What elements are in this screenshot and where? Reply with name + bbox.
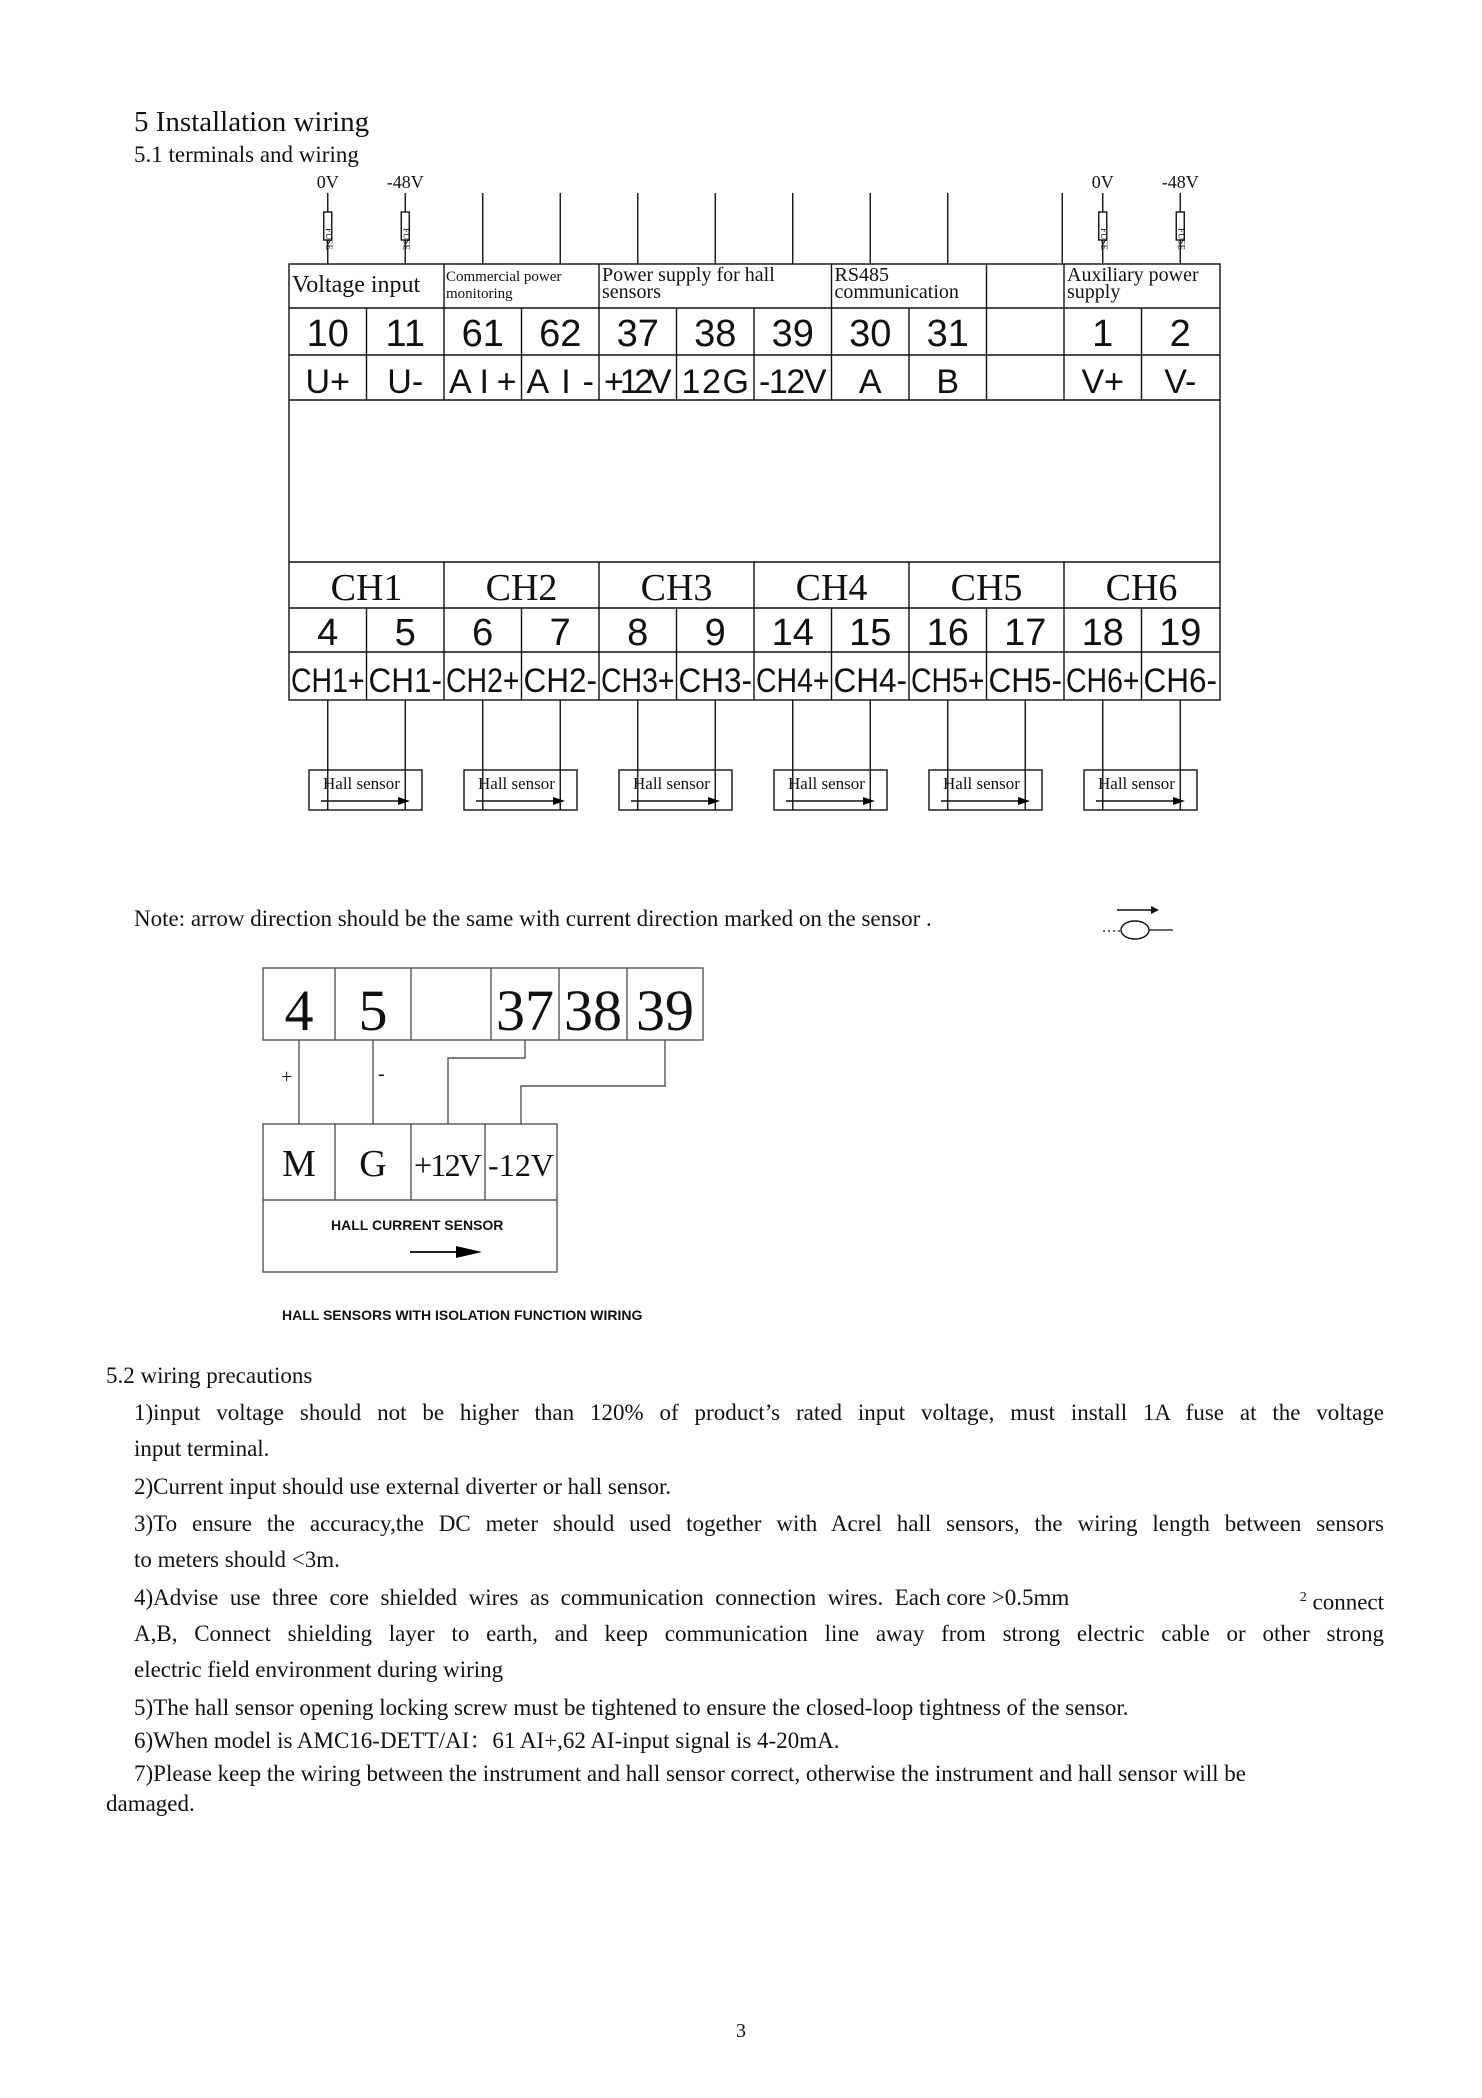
- terminal-number: 37: [616, 313, 659, 355]
- terminal-number: 62: [539, 313, 582, 355]
- group-hall-power: sensors: [602, 281, 661, 303]
- terminal-number: 61: [461, 313, 504, 355]
- terminal-label: CH4-: [833, 662, 907, 700]
- group-commercial-power: monitoring: [446, 286, 513, 302]
- hall-sensor-label: Hall sensor: [633, 774, 710, 793]
- terminal-number: 11: [385, 313, 425, 355]
- terminal-label: AI+: [449, 363, 517, 401]
- terminal-label: CH5-: [988, 662, 1062, 700]
- channel-label: CH2: [485, 567, 558, 609]
- hall-sensor-label: Hall sensor: [943, 774, 1020, 793]
- terminal-number: 10: [306, 313, 349, 355]
- hall-current-sensor-label: HALL CURRENT SENSOR: [331, 1217, 504, 1233]
- precaution-5: 5)The hall sensor opening locking screw must be tightened to ensure the closed-loop tightness of the sensor.: [134, 1695, 1129, 1720]
- precaution-4-connect: connect: [1306, 1589, 1384, 1615]
- group-hall-power: Power supply for hall: [602, 264, 775, 286]
- page-number: 3: [736, 2020, 746, 2042]
- channel-label: CH6: [1105, 567, 1178, 609]
- terminal-label: CH3-: [678, 662, 752, 700]
- group-rs485: communication: [834, 281, 959, 303]
- voltage-label: -48V: [386, 172, 424, 192]
- channel-label: CH1: [330, 567, 403, 609]
- terminal-label: CH2+: [446, 662, 520, 700]
- terminal-number: 6: [472, 612, 494, 654]
- precautions-heading: 5.2 wiring precautions: [106, 1363, 313, 1388]
- terminal-label: CH6-: [1143, 662, 1217, 700]
- precaution-7-line1: 7)Please keep the wiring between the instrument and hall sensor correct, otherwise the instrument and hall sensor will be: [134, 1761, 1246, 1786]
- terminal-label: CH1+: [291, 662, 365, 700]
- hall-sensor-label: Hall sensor: [788, 774, 865, 793]
- group-commercial-power: Commercial power: [446, 269, 562, 285]
- terminal-cell: 5: [358, 978, 388, 1043]
- wire: [448, 1040, 525, 1124]
- terminal-label: CH1-: [368, 662, 442, 700]
- channel-label: CH4: [795, 567, 868, 609]
- terminal-number: 15: [849, 612, 892, 654]
- terminal-number: 18: [1081, 612, 1124, 654]
- terminal-number: 38: [694, 313, 737, 355]
- terminal-label: B: [936, 363, 960, 401]
- terminal-number: 14: [771, 612, 814, 654]
- terminal-number: 1: [1092, 313, 1114, 355]
- precaution-2: 2)Current input should use external diverter or hall sensor.: [134, 1474, 672, 1499]
- terminal-number: 17: [1004, 612, 1047, 654]
- sensor-cell: G: [359, 1143, 387, 1185]
- superscript-2: 2: [1299, 1590, 1307, 1605]
- terminal-label: -12V: [759, 363, 827, 401]
- terminal-number: 7: [549, 612, 571, 654]
- terminal-label: U-: [387, 363, 424, 401]
- terminal-number: 39: [771, 313, 814, 355]
- wire: [521, 1040, 665, 1124]
- minus-sign: -: [378, 1063, 385, 1085]
- precaution-4-line3: electric field environment during wiring: [134, 1657, 504, 1682]
- terminal-label: CH2-: [523, 662, 597, 700]
- precaution-1-line1: 1)input voltage should not be higher than 120% of product’s rated input voltage, must install 1A fuse at the voltage: [134, 1400, 1384, 1425]
- terminal-label: V+: [1081, 363, 1125, 401]
- terminal-label: CH5+: [911, 662, 985, 700]
- fuse-label: FUSE: [323, 228, 334, 251]
- terminal-number: 31: [926, 313, 969, 355]
- group-voltage-input: Voltage input: [292, 272, 421, 298]
- group-aux-power: Auxiliary power: [1067, 264, 1199, 286]
- terminal-label: +12V: [604, 363, 672, 401]
- voltage-label: -48V: [1161, 172, 1199, 192]
- sensor-cell: +12V: [414, 1147, 482, 1183]
- fuse-label: FUSE: [1176, 228, 1187, 251]
- precaution-4-text: 4)Advise use three core shielded wires as communication connection wires. Each core >0.5mm: [134, 1585, 1070, 1610]
- terminal-cell: 39: [636, 978, 694, 1043]
- terminal-label: CH6+: [1066, 662, 1140, 700]
- channel-label: CH3: [640, 567, 713, 609]
- group-aux-power: supply: [1067, 281, 1121, 303]
- note-text: Note: arrow direction should be the same with current direction marked on the sensor .: [134, 906, 932, 931]
- terminal-number: 5: [394, 612, 416, 654]
- terminal-label: A: [858, 363, 882, 401]
- terminal-number: 8: [627, 612, 649, 654]
- section-title: 5 Installation wiring: [134, 106, 370, 138]
- terminal-label: CH4+: [756, 662, 830, 700]
- precaution-4-tail: [1300, 1580, 1384, 1621]
- channel-label: CH5: [950, 567, 1023, 609]
- terminal-number: 2: [1169, 313, 1191, 355]
- diagram-caption: HALL SENSORS WITH ISOLATION FUNCTION WIRING: [282, 1307, 643, 1323]
- section-subtitle: 5.1 terminals and wiring: [134, 142, 359, 167]
- terminal-label: U+: [305, 363, 350, 401]
- precaution-4-line1: [134, 1580, 1384, 1621]
- sensor-cell: -12V: [488, 1147, 554, 1183]
- precaution-6: 6)When model is AMC16-DETT/AI：61 AI+,62 AI-input signal is 4-20mA.: [134, 1728, 840, 1753]
- terminal-number: 30: [849, 313, 892, 355]
- terminal-number: 9: [704, 612, 726, 654]
- precaution-3-line2: to meters should <3m.: [134, 1547, 340, 1572]
- precaution-7-line2: damaged.: [106, 1791, 195, 1816]
- terminal-cell: 37: [496, 978, 554, 1043]
- hall-sensor-label: Hall sensor: [323, 774, 400, 793]
- terminal-label: V-: [1164, 363, 1197, 401]
- precaution-1-line2: input terminal.: [134, 1436, 270, 1461]
- terminal-number: 4: [317, 612, 339, 654]
- fuse-label: FUSE: [1098, 228, 1109, 251]
- precaution-3-line1: 3)To ensure the accuracy,the DC meter should used together with Acrel hall sensors, the wiring length between sensors: [134, 1511, 1384, 1536]
- plus-sign: +: [281, 1066, 293, 1088]
- voltage-label: 0V: [316, 172, 339, 192]
- hall-sensor-label: Hall sensor: [1098, 774, 1175, 793]
- voltage-label: 0V: [1091, 172, 1114, 192]
- terminal-number: 19: [1159, 612, 1202, 654]
- terminal-cell: 4: [284, 978, 314, 1043]
- terminal-cell: 38: [564, 978, 622, 1043]
- hall-sensor-label: Hall sensor: [478, 774, 555, 793]
- terminal-label: CH3+: [601, 662, 675, 700]
- terminal-label: 12G: [681, 363, 749, 401]
- terminal-number: 16: [926, 612, 969, 654]
- group-rs485: RS485: [834, 264, 889, 286]
- fuse-label: FUSE: [401, 228, 412, 251]
- arrow-icon: [456, 1246, 482, 1258]
- sensor-cell: M: [282, 1143, 316, 1185]
- terminal-label: AI-: [526, 363, 594, 401]
- precaution-4-line2: A,B, Connect shielding layer to earth, and keep communication line away from strong electric cable or other strong: [134, 1621, 1384, 1646]
